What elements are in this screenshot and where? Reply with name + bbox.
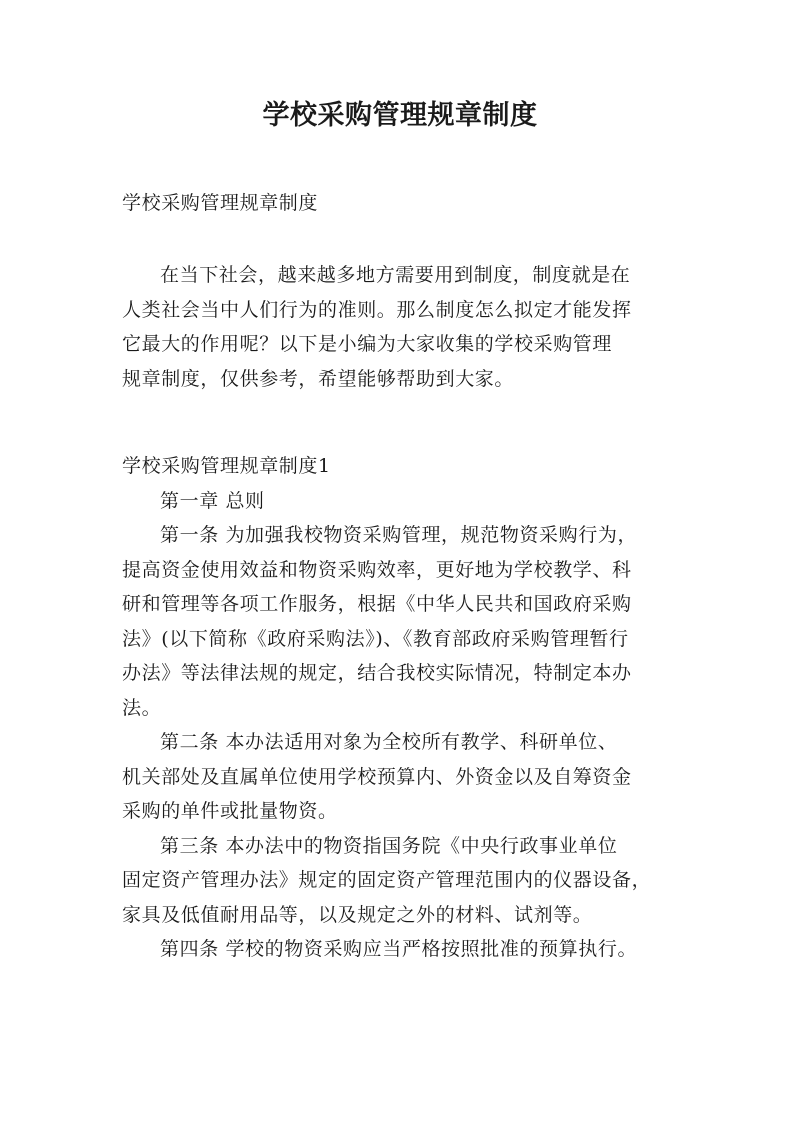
section-body: [122, 449, 688, 967]
article-2: [122, 725, 688, 829]
intro-line: 它最大的作用呢？以下是小编为大家收集的学校采购管理: [122, 333, 613, 355]
article-1: [122, 518, 688, 725]
article-line: 第三条 本办法中的物资指国务院《中央行政事业单位: [160, 834, 618, 857]
article-line: 第四条 学校的物资采购应当严格按照批准的预算执行。: [160, 938, 638, 960]
article-line: 研和管理等各项工作服务，根据《中华人民共和国政府采购: [122, 593, 632, 615]
article-line: 办法》等法律法规的规定，结合我校实际情况，特制定本办: [122, 662, 632, 684]
article-line: 第二条 本办法适用对象为全校所有教学、科研单位、: [160, 731, 618, 753]
article-4: [122, 932, 688, 967]
intro-line: 人类社会当中人们行为的准则。那么制度怎么拟定才能发挥: [122, 298, 632, 321]
chapter-heading: 第一章 总则: [160, 489, 265, 512]
article-line: 采购的单件或批量物资。: [122, 800, 338, 822]
intro-line: 在当下社会，越来越多地方需要用到制度，制度就是在: [160, 264, 631, 286]
article-line: 家具及低值耐用品等，以及规定之外的材料、试剂等。: [122, 903, 593, 926]
article-line: 法。: [122, 696, 162, 719]
article-line: 法》(以下简称《政府采购法》)、《教育部政府采购管理暂行: [122, 627, 629, 650]
section-heading: 学校采购管理规章制度1: [122, 455, 331, 477]
article-line: 固定资产管理办法》规定的固定资产管理范围内的仪器设备，: [122, 869, 652, 891]
subtitle-text: 学校采购管理规章制度: [122, 192, 319, 214]
article-line: 机关部处及直属单位使用学校预算内、外资金以及自筹资金: [122, 765, 632, 788]
document-title: 学校采购管理规章制度: [262, 100, 538, 131]
intro-line: 规章制度，仅供参考，希望能够帮助到大家。: [122, 367, 515, 390]
document-subtitle: [122, 186, 688, 221]
intro-paragraph: [122, 258, 688, 396]
article-3: [122, 829, 688, 933]
article-line: 第一条 为加强我校物资采购管理，规范物资采购行为，: [160, 524, 638, 546]
article-line: 提高资金使用效益和物资采购效率，更好地为学校教学、科: [122, 558, 632, 581]
